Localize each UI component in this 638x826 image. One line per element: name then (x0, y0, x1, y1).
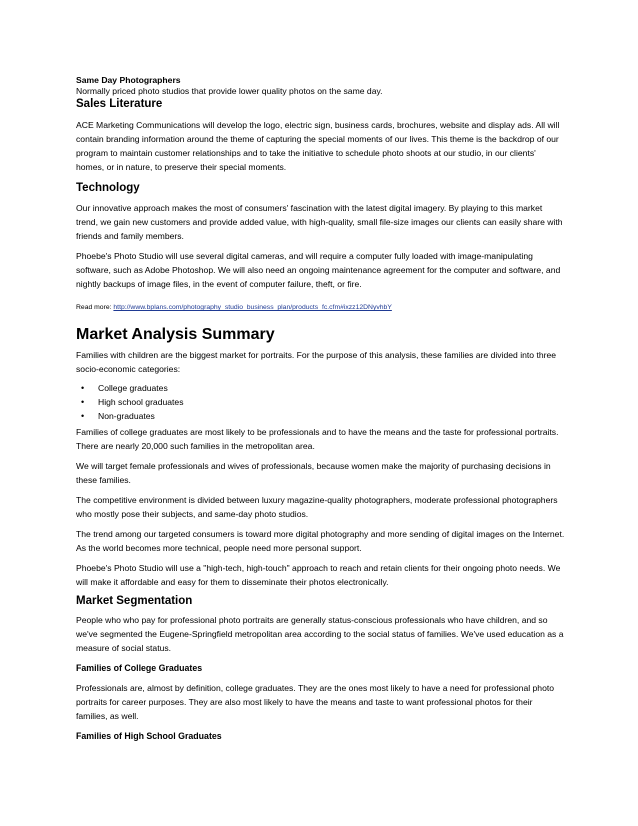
socio-economic-list (76, 381, 566, 423)
high-school-graduates-heading: Families of High School Graduates (76, 731, 222, 741)
read-more-link[interactable]: http://www.bplans.com/photography_studio_business_plan/products_fc.cfm#ixzz12DNyvhbY (113, 304, 392, 311)
same-day-photographers-text: Normally priced photo studios that provide lower quality photos on the same day. (76, 86, 383, 96)
same-day-photographers-title: Same Day Photographers (76, 75, 181, 85)
market-segmentation-text: People who who pay for professional photo portraits are generally status-conscious professionals who have children, and so we've segmented the Eugene-Springfield metropolitan area according to the social status of families. We've used education as a measure of social status. (76, 615, 564, 653)
market-analysis-paragraph-4: The trend among our targeted consumers is toward more digital photography and more sending of digital images on the Internet. As the world becomes more technical, people need more personal support. (76, 529, 565, 553)
market-analysis-paragraph-1: Families of college graduates are most likely to be professionals and to have the means and the taste for professional portraits. There are nearly 20,000 such families in the metropolitan area. (76, 427, 559, 451)
college-graduates-heading: Families of College Graduates (76, 663, 203, 673)
technology-paragraph-1: Our innovative approach makes the most of consumers' fascination with the latest digital imagery. By playing to this market trend, we gain new customers and provide added value, with high-quality, small file-size images our clients can easily share with friends and family members. (76, 203, 563, 241)
college-graduates-text: Professionals are, almost by definition, college graduates. They are the ones most likely to have a need for professional photo portraits for career purposes. They are also most likely to have the means and taste to want professional photos for their families, as well. (76, 683, 555, 721)
list-item: • High school graduates (76, 395, 566, 409)
list-item: • College graduates (76, 381, 566, 395)
technology-paragraph-2: Phoebe's Photo Studio will use several digital cameras, and will require a computer fully loaded with image-manipulating software, such as Adobe Photoshop. We will also need an ongoing maintenance agreement for the computer and software, and nightly backups of image files, in the event of computer failure, theft, or fire. (76, 251, 561, 289)
market-analysis-heading: Market Analysis Summary (76, 326, 275, 343)
list-item: • Non-graduates (76, 409, 566, 423)
sales-literature-text: ACE Marketing Communications will develop the logo, electric sign, business cards, brochures, website and display ads. All will contain branding information around the theme of capturing the special moments of our lives. This theme is the backdrop of our program to maintain customer relationships and to take the initiative to schedule photo shoots at our studio, in our clients' homes, or in nature, to preserve their special moments. (76, 120, 560, 172)
read-more-label: Read more: (76, 304, 114, 311)
market-analysis-paragraph-3: The competitive environment is divided between luxury magazine-quality photographers, moderate professional photographers who mostly pose their subjects, and same-day photo studios. (76, 495, 558, 519)
document-content (76, 75, 566, 743)
read-more-line (76, 303, 566, 313)
market-analysis-paragraph-5: Phoebe's Photo Studio will use a "high-tech, high-touch" approach to reach and retain clients for their ongoing photo needs. We will make it affordable and easy for them to disseminate their photos electronically. (76, 563, 561, 587)
market-analysis-paragraph-2: We will target female professionals and wives of professionals, because women make the majority of purchasing decisions in these families. (76, 461, 551, 485)
market-segmentation-heading: Market Segmentation (76, 595, 193, 607)
sales-literature-heading: Sales Literature (76, 98, 163, 110)
market-analysis-intro: Families with children are the biggest market for portraits. For the purpose of this analysis, these families are divided into three socio-economic categories: (76, 350, 557, 374)
technology-heading: Technology (76, 182, 140, 194)
